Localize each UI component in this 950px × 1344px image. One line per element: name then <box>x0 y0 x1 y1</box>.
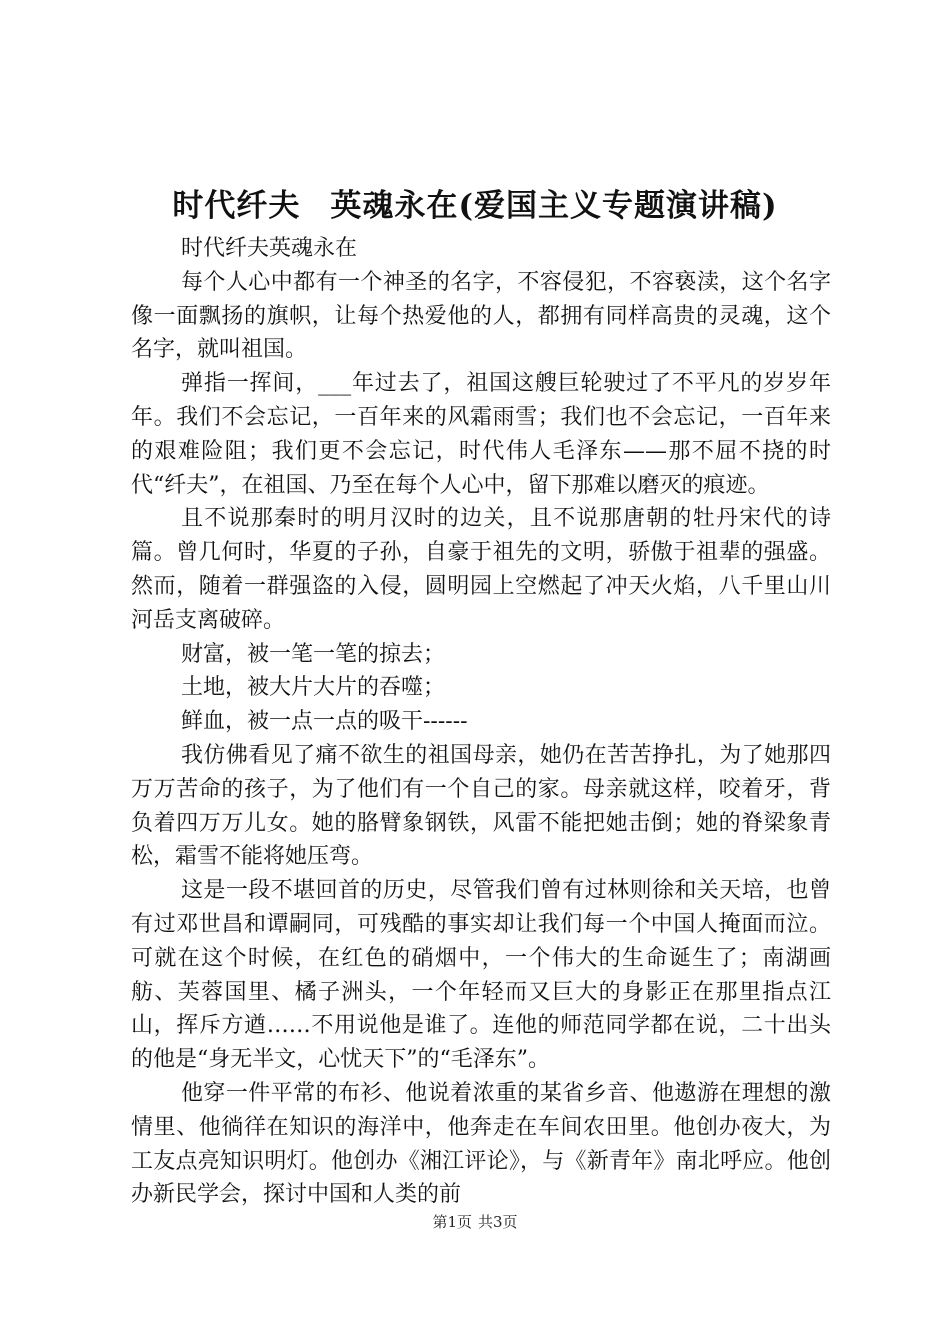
paragraph: 他穿一件平常的布衫、他说着浓重的某省乡音、他遨游在理想的激情里、他徜徉在知识的海洋中，他奔走在车间农田里。他创办夜大，为工友点亮知识明灯。他创办《湘江评论》，与《新青年》南北呼应。他创办新民学会，探讨中国和人类的前 <box>131 1080 831 1208</box>
paragraph: 每个人心中都有一个神圣的名字，不容侵犯，不容亵渎，这个名字像一面飘扬的旗帜，让每个热爱他的人，都拥有同样高贵的灵魂，这个名字，就叫祖国。 <box>131 269 831 363</box>
paragraph: 且不说那秦时的明月汉时的边关，且不说那唐朝的牡丹宋代的诗篇。曾几何时，华夏的子孙，自豪于祖先的文明，骄傲于祖辈的强盛。然而，随着一群强盗的入侵，圆明园上空燃起了冲天火焰，八千里山川河岳支离破碎。 <box>131 506 831 633</box>
paragraph: 这是一段不堪回首的历史，尽管我们曾有过林则徐和关天培，也曾有过邓世昌和谭嗣同，可残酷的事实却让我们每一个中国人掩面而泣。可就在这个时候，在红色的硝烟中，一个伟大的生命诞生了；南湖画舫、芙蓉国里、橘子洲头，一个年轻而又巨大的身影正在那里指点江山，挥斥方遒……不用说他是谁了。连他的师范同学都在说，二十出头的他是“身无半文，心忧天下”的“毛泽东”。 <box>131 878 831 1073</box>
document-title <box>100 186 850 226</box>
page-total: 共3页 <box>478 1213 518 1231</box>
page-footer <box>0 1212 950 1232</box>
title-part-1: 时代纤夫 <box>172 188 301 224</box>
document-body <box>131 232 831 1212</box>
page-number: 第1页 <box>432 1213 472 1231</box>
paragraph: 土地，被大片大片的吞噬； <box>181 675 446 701</box>
paragraph: 我仿佛看见了痛不欲生的祖国母亲，她仍在苦苦挣扎，为了她那四万万苦命的孩子，为了他们有一个自己的家。母亲就这样，咬着牙，背负着四万万儿女。她的胳臂象钢铁，风雷不能把她击倒；她的脊梁象青松，霜雪不能将她压弯。 <box>131 742 831 870</box>
paragraph-subtitle: 时代纤夫英魂永在 <box>181 236 358 261</box>
paragraph: 弹指一挥间，___年过去了，祖国这艘巨轮驶过了不平凡的岁岁年年。我们不会忘记，一百年来的风霜雨雪；我们也不会忘记，一百年来的艰难险阻；我们更不会忘记，时代伟人毛泽东——那不屈不挠的时代“纤夫”，在祖国、乃至在每个人心中，留下那难以磨灭的痕迹。 <box>131 371 831 498</box>
paragraph: 鲜血，被一点一点的吸干------ <box>181 709 468 735</box>
paragraph: 财富，被一笔一笔的掠去； <box>181 641 446 667</box>
title-part-2: 英魂永在(爱国主义专题演讲稿) <box>330 188 778 224</box>
